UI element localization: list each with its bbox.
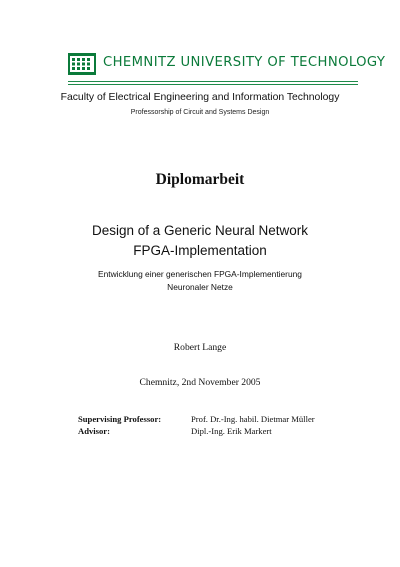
supervisor-row: [78, 414, 315, 424]
university-name: CHEMNITZ UNIVERSITY OF TECHNOLOGY: [103, 55, 386, 70]
thesis-title-line-2: FPGA-Implementation: [133, 243, 267, 258]
thesis-subtitle-line-1: Entwicklung einer generischen FPGA-Implementierung: [98, 269, 302, 279]
university-header: [68, 53, 386, 77]
author-name: Robert Lange: [173, 342, 227, 353]
supervisor-name: Prof. Dr.-Ing. habil. Dietmar Müller: [191, 414, 315, 424]
header-divider-bottom: [68, 84, 358, 85]
thesis-title-line-1: Design of a Generic Neural Network: [91, 223, 309, 238]
faculty-name: Faculty of Electrical Engineering and Information Technology: [60, 92, 340, 103]
university-logo-icon: [68, 53, 96, 75]
advisor-name: Dipl.-Ing. Erik Markert: [191, 426, 272, 436]
thesis-subtitle-line-2: Neuronaler Netze: [167, 282, 233, 292]
supervisor-role: Supervising Professor:: [78, 414, 162, 424]
professorship-name: Professorship of Circuit and Systems Design: [130, 109, 270, 116]
advisor-row: [78, 426, 272, 436]
header-divider-top: [68, 81, 358, 82]
place-and-date: Chemnitz, 2nd November 2005: [139, 377, 261, 388]
document-type: Diplomarbeit: [155, 171, 245, 188]
advisor-role: Advisor:: [78, 426, 110, 436]
